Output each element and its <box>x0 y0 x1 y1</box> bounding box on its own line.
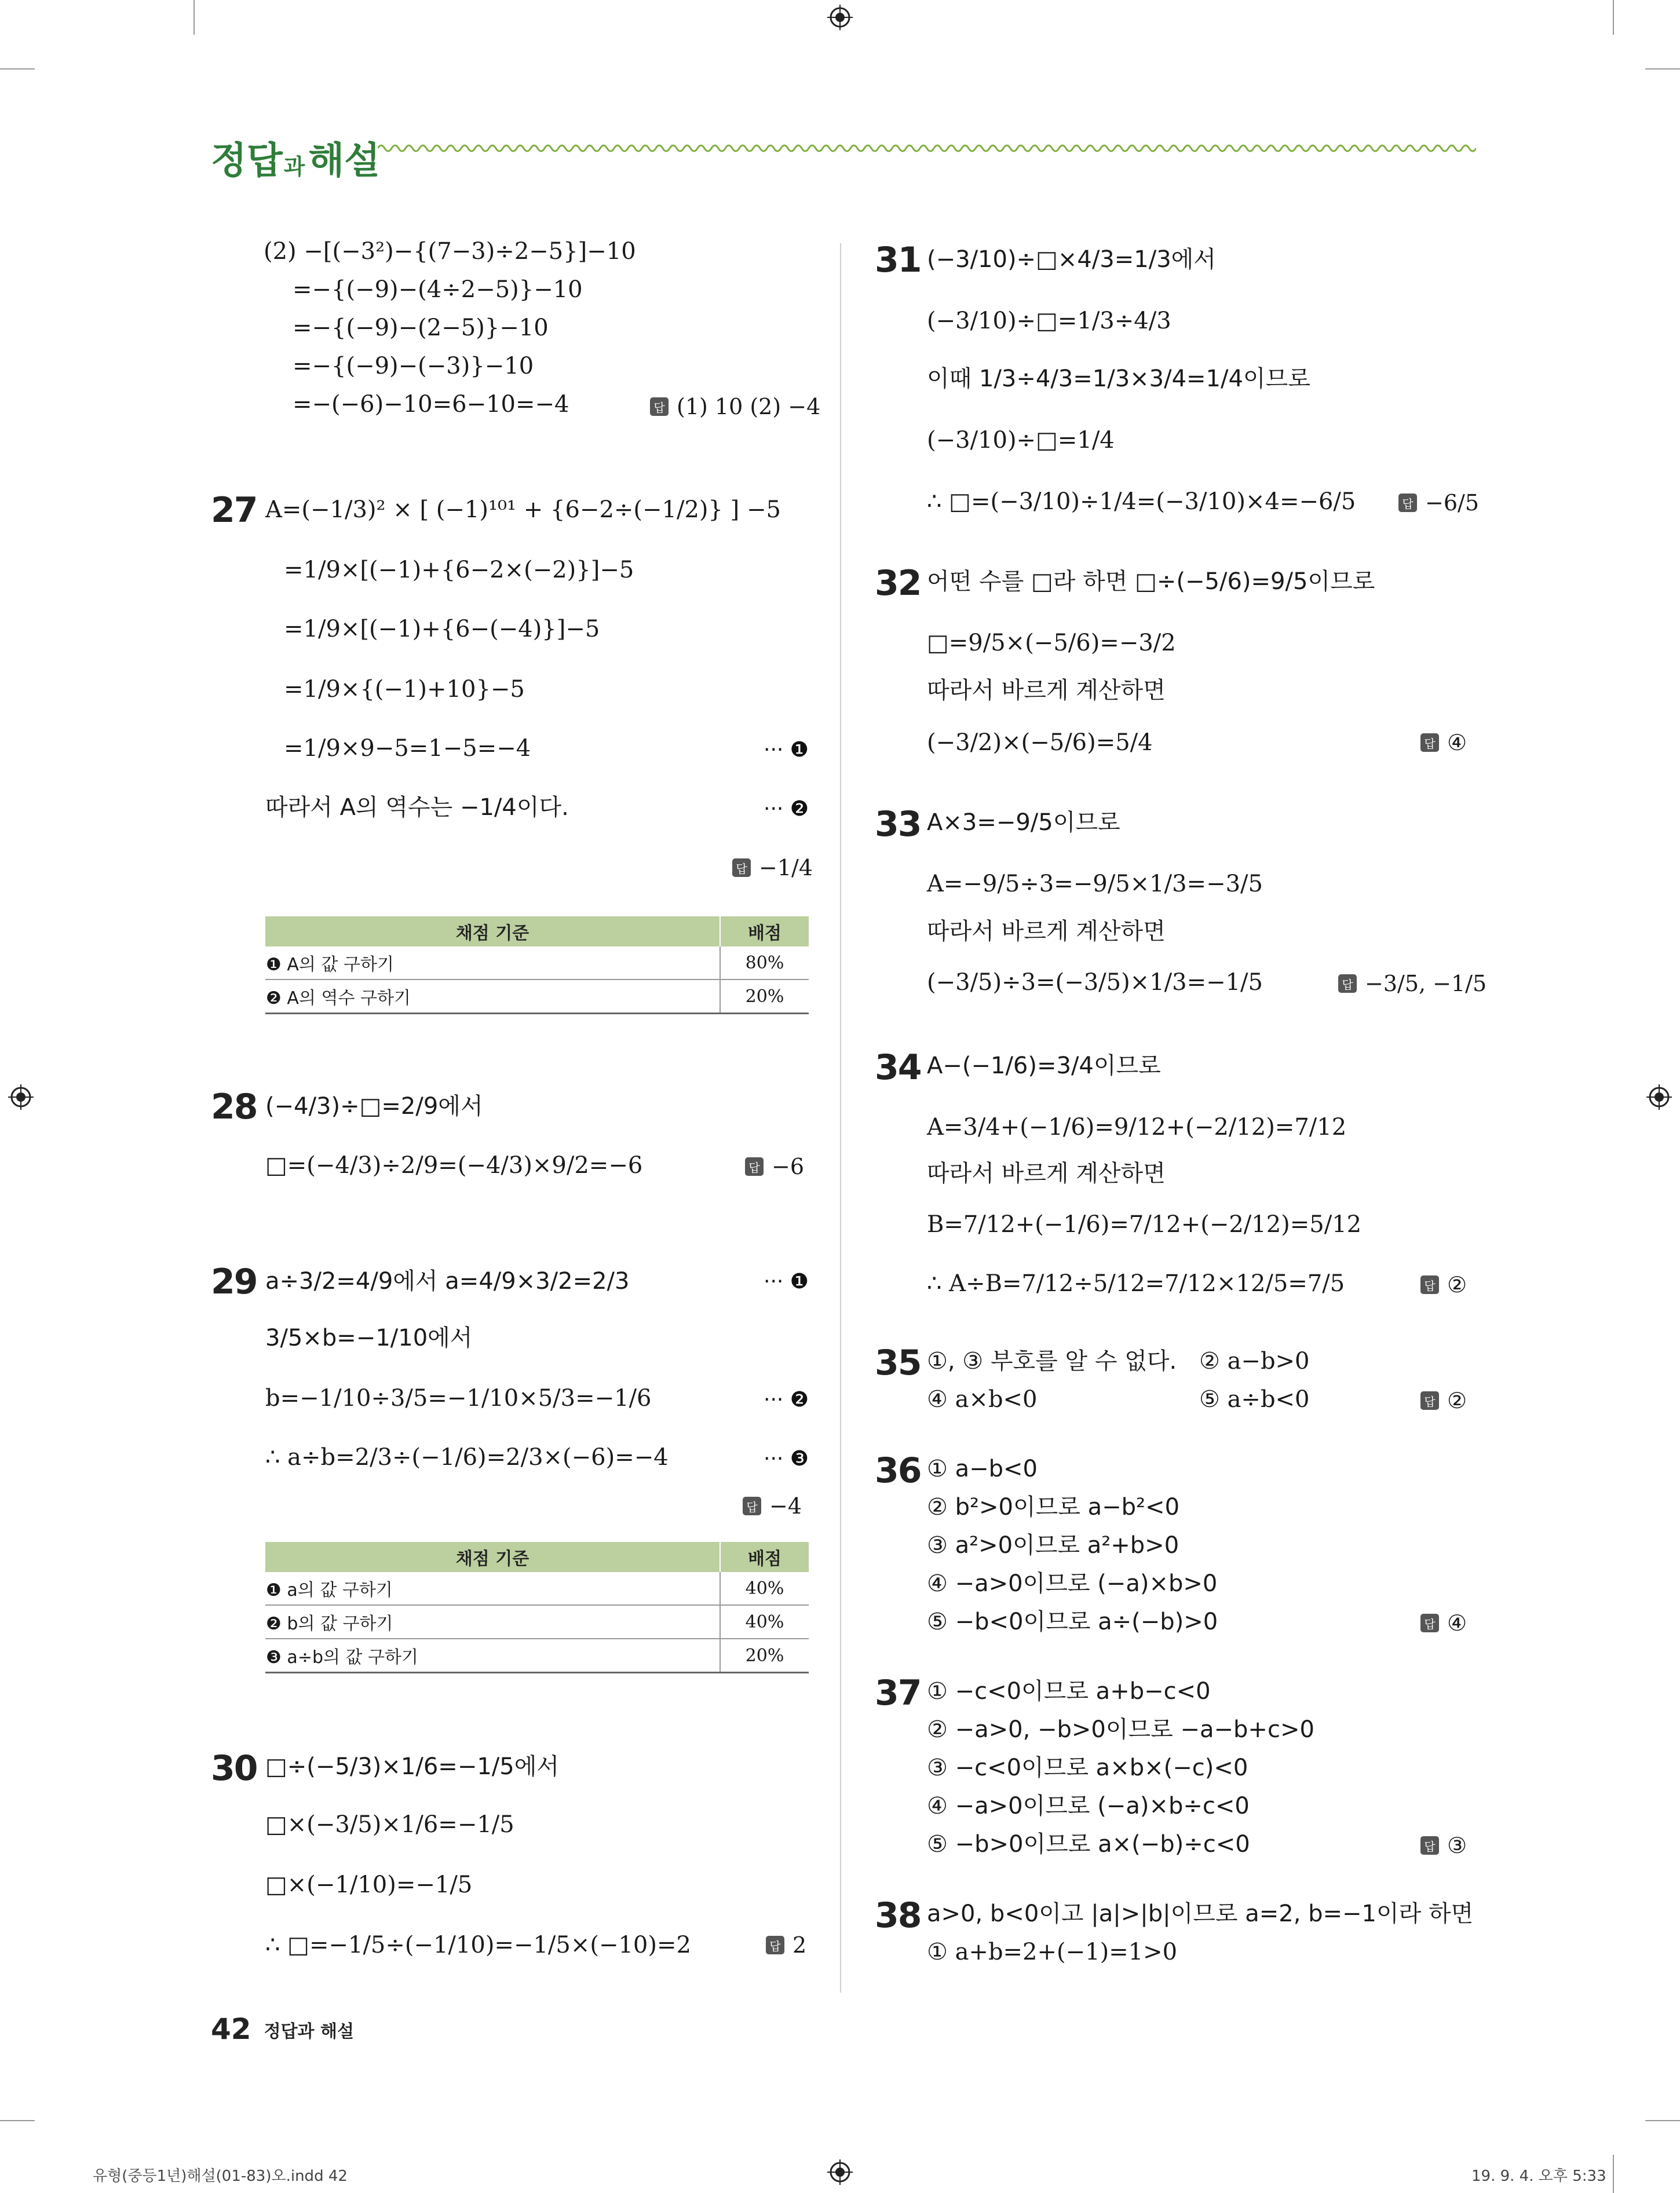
answer-badge-icon: 답 <box>1420 733 1439 752</box>
question-number-33: 33 <box>875 804 921 845</box>
q36-line-5: ⑤ −b<0이므로 a÷(−b)>0 <box>927 1609 1218 1635</box>
q31-line-4: (−3/10)÷□=1/4 <box>927 427 1115 454</box>
q27-line-3: =1/9×[(−1)+{6−(−4)}]−5 <box>284 616 600 642</box>
q37-answer <box>1420 1833 1467 1858</box>
table-header-criteria: 채점 기준 <box>265 916 720 946</box>
q28-line-2: □=(−4/3)÷2/9=(−4/3)×9/2=−6 <box>265 1152 643 1179</box>
question-number-29: 29 <box>211 1262 257 1302</box>
crop-line-left-bottom <box>0 2120 35 2121</box>
q27-line-4: =1/9×{(−1)+10}−5 <box>284 676 525 703</box>
table-cell-points: 40% <box>720 1605 809 1639</box>
q32-line-4: (−3/2)×(−5/6)=5/4 <box>927 729 1153 756</box>
q36-answer <box>1420 1610 1467 1636</box>
p26-line-2: =−{(−9)−(4÷2−5)}−10 <box>293 276 583 303</box>
answer-badge-icon: 답 <box>1338 974 1357 993</box>
q28-answer-text: −6 <box>772 1154 805 1179</box>
registration-mark-icon <box>827 5 853 30</box>
q30-answer-text: 2 <box>792 1932 807 1958</box>
print-timestamp: 19. 9. 4. 오후 5:33 <box>1471 2168 1606 2185</box>
q38-line-2: ① a+b=2+(−1)=1>0 <box>927 1939 1178 1965</box>
q32-line-3: 따라서 바르게 계산하면 <box>927 677 1166 704</box>
q37-line-2: ② −a>0, −b>0이므로 −a−b+c>0 <box>927 1716 1314 1743</box>
q37-line-5: ⑤ −b>0이므로 a×(−b)÷c<0 <box>927 1831 1250 1858</box>
q27-answer-text: −1/4 <box>759 855 813 880</box>
q31-line-5: ∴ □=(−3/10)÷1/4=(−3/10)×4=−6/5 <box>927 488 1356 515</box>
q37-line-1: ① −c<0이므로 a+b−c<0 <box>927 1678 1211 1705</box>
q32-answer <box>1420 730 1467 755</box>
crop-line-right-bottom <box>1645 2120 1680 2121</box>
q37-line-4: ④ −a>0이므로 (−a)×b÷c<0 <box>927 1793 1250 1819</box>
question-number-36: 36 <box>875 1450 921 1491</box>
q35-line-4: ⑤ a÷b<0 <box>1199 1386 1310 1413</box>
crop-line-right-top <box>1645 68 1680 70</box>
q33-answer-text: −3/5, −1/5 <box>1365 971 1487 996</box>
q28-line-1: (−4/3)÷□=2/9에서 <box>265 1093 483 1120</box>
q27-line-6: 따라서 A의 역수는 −1/4이다. <box>265 794 569 821</box>
q30-line-1: □÷(−5/3)×1/6=−1/5에서 <box>265 1753 559 1780</box>
table-cell-points: 80% <box>720 946 809 979</box>
q28-answer <box>745 1154 804 1179</box>
table-cell-criteria: ❶ A의 값 구하기 <box>265 946 720 979</box>
q29-scoring-table <box>265 1542 809 1673</box>
page-footer <box>211 2012 354 2046</box>
question-number-28: 28 <box>211 1087 257 1127</box>
p26-line-5: =−(−6)−10=6−10=−4 <box>293 391 569 418</box>
q31-line-1: (−3/10)÷□×4/3=1/3에서 <box>927 246 1216 273</box>
q34-answer-text: ② <box>1447 1272 1467 1297</box>
q37-answer-text: ③ <box>1447 1833 1467 1858</box>
p26-line-3: =−{(−9)−(2−5)}−10 <box>293 315 549 341</box>
question-number-32: 32 <box>875 563 921 604</box>
p26-answer <box>650 394 820 419</box>
q32-answer-text: ④ <box>1447 730 1467 755</box>
header-title-end: 해설 <box>308 140 381 182</box>
q30-line-2: □×(−3/5)×1/6=−1/5 <box>265 1811 514 1838</box>
registration-mark-icon <box>827 2159 853 2185</box>
table-header-points: 배점 <box>720 1542 809 1572</box>
q27-line-2: =1/9×[(−1)+{6−2×(−2)}]−5 <box>284 557 634 583</box>
table-cell-criteria: ❷ A의 역수 구하기 <box>265 979 720 1014</box>
question-number-27: 27 <box>211 490 257 531</box>
column-divider <box>840 243 841 1993</box>
crop-line-left-top <box>0 68 35 70</box>
q27-scoring-table <box>265 916 809 1014</box>
q30-line-4: ∴ □=−1/5÷(−1/10)=−1/5×(−10)=2 <box>265 1932 691 1958</box>
answer-badge-icon: 답 <box>1420 1836 1439 1855</box>
table-cell-criteria: ❸ a÷b의 값 구하기 <box>265 1639 720 1673</box>
q30-answer <box>766 1932 806 1958</box>
q31-line-3: 이때 1/3÷4/3=1/3×3/4=1/4이므로 <box>927 366 1310 392</box>
table-header-criteria: 채점 기준 <box>265 1542 720 1572</box>
q34-line-2: A=3/4+(−1/6)=9/12+(−2/12)=7/12 <box>927 1114 1347 1141</box>
table-header-points: 배점 <box>720 916 809 946</box>
p26-line-1: (2) −[(−3²)−{(7−3)÷2−5}]−10 <box>264 238 636 265</box>
q37-line-3: ③ −c<0이므로 a×b×(−c)<0 <box>927 1755 1248 1781</box>
page-header <box>211 131 380 184</box>
q29-marker-3: ··· ❸ <box>764 1447 809 1471</box>
header-title-main: 정답 <box>211 140 283 182</box>
q32-line-2: □=9/5×(−5/6)=−3/2 <box>927 630 1176 656</box>
q34-line-3: 따라서 바르게 계산하면 <box>927 1160 1166 1187</box>
q34-line-1: A−(−1/6)=3/4이므로 <box>927 1052 1161 1079</box>
q33-line-4: (−3/5)÷3=(−3/5)×1/3=−1/5 <box>927 969 1263 996</box>
header-title-small: 과 <box>283 154 305 180</box>
question-number-34: 34 <box>875 1047 921 1088</box>
q30-line-3: □×(−1/10)=−1/5 <box>265 1872 473 1898</box>
question-number-30: 30 <box>211 1748 257 1789</box>
q36-line-1: ① a−b<0 <box>927 1456 1038 1482</box>
q29-answer-text: −4 <box>769 1493 802 1519</box>
q27-marker-2: ··· ❷ <box>764 797 809 821</box>
answer-badge-icon: 답 <box>1420 1614 1439 1632</box>
q35-line-3: ④ a×b<0 <box>927 1386 1038 1413</box>
table-cell-points: 20% <box>720 979 809 1014</box>
q27-line-5: =1/9×9−5=1−5=−4 <box>284 735 531 762</box>
q36-line-3: ③ a²>0이므로 a²+b>0 <box>927 1532 1179 1559</box>
q31-line-2: (−3/10)÷□=1/3÷4/3 <box>927 308 1171 334</box>
crop-line-bottom-right <box>1613 2155 1614 2193</box>
q35-line-2: ② a−b>0 <box>1199 1348 1310 1375</box>
q35-answer <box>1420 1388 1467 1413</box>
q31-answer <box>1398 490 1479 516</box>
q34-line-4: B=7/12+(−1/6)=7/12+(−2/12)=5/12 <box>927 1211 1362 1238</box>
answer-badge-icon: 답 <box>743 1497 761 1515</box>
registration-mark-icon <box>8 1084 34 1110</box>
q32-line-1: 어떤 수를 □라 하면 □÷(−5/6)=9/5이므로 <box>927 568 1375 595</box>
page-label: 정답과 해설 <box>264 2022 354 2042</box>
table-cell-points: 40% <box>720 1572 809 1605</box>
q27-answer <box>732 855 813 880</box>
q29-marker-2: ··· ❷ <box>764 1388 809 1412</box>
q29-line-3: b=−1/10÷3/5=−1/10×5/3=−1/6 <box>265 1385 652 1412</box>
q36-line-2: ② b²>0이므로 a−b²<0 <box>927 1494 1180 1521</box>
registration-mark-icon <box>1646 1084 1672 1110</box>
page-number: 42 <box>211 2012 251 2046</box>
q29-marker-1: ··· ❶ <box>764 1270 809 1293</box>
q31-answer-text: −6/5 <box>1425 490 1479 516</box>
answer-badge-icon: 답 <box>1420 1275 1439 1294</box>
q33-answer <box>1338 971 1487 996</box>
q36-line-4: ④ −a>0이므로 (−a)×b>0 <box>927 1570 1218 1597</box>
answer-badge-icon: 답 <box>745 1157 764 1176</box>
q29-line-1: a÷3/2=4/9에서 a=4/9×3/2=2/3 <box>265 1268 630 1295</box>
table-cell-criteria: ❶ a의 값 구하기 <box>265 1572 720 1605</box>
p26-line-4: =−{(−9)−(−3)}−10 <box>293 353 534 379</box>
question-number-37: 37 <box>875 1673 921 1713</box>
q29-line-4: ∴ a÷b=2/3÷(−1/6)=2/3×(−6)=−4 <box>265 1444 669 1471</box>
answer-badge-icon: 답 <box>650 397 669 416</box>
q33-line-1: A×3=−9/5이므로 <box>927 809 1120 836</box>
p26-answer-text: (1) 10 (2) −4 <box>677 394 821 419</box>
table-cell-points: 20% <box>720 1639 809 1673</box>
answer-badge-icon: 답 <box>1420 1391 1439 1410</box>
q33-line-2: A=−9/5÷3=−9/5×1/3=−3/5 <box>927 871 1263 897</box>
answer-badge-icon: 답 <box>766 1936 784 1954</box>
q29-answer <box>743 1493 802 1519</box>
crop-line-top-left <box>193 0 195 35</box>
q34-line-5: ∴ A÷B=7/12÷5/12=7/12×12/5=7/5 <box>927 1270 1345 1297</box>
crop-line-top-right <box>1613 0 1614 35</box>
file-info: 유형(중등1년)해설(01-83)오.indd 42 <box>93 2168 348 2185</box>
question-number-38: 38 <box>875 1895 921 1936</box>
question-number-31: 31 <box>875 240 921 280</box>
table-cell-criteria: ❷ b의 값 구하기 <box>265 1605 720 1639</box>
q27-marker-1: ··· ❶ <box>764 738 809 762</box>
q34-answer <box>1420 1272 1467 1297</box>
q33-line-3: 따라서 바르게 계산하면 <box>927 918 1166 945</box>
question-number-35: 35 <box>875 1343 921 1383</box>
q35-line-1: ①, ③ 부호를 알 수 없다. <box>927 1348 1177 1375</box>
answer-badge-icon: 답 <box>1398 494 1417 512</box>
q35-answer-text: ② <box>1447 1388 1467 1413</box>
q36-answer-text: ④ <box>1447 1610 1467 1636</box>
q38-line-1: a>0, b<0이고 |a|>|b|이므로 a=2, b=−1이라 하면 <box>927 1900 1474 1927</box>
q29-line-2: 3/5×b=−1/10에서 <box>265 1325 473 1351</box>
answer-badge-icon: 답 <box>732 858 751 877</box>
header-wavy-rule <box>378 141 1476 155</box>
q27-line-1: A=(−1/3)² × [ (−1)¹⁰¹ + {6−2÷(−1/2)} ] −5 <box>265 496 781 523</box>
